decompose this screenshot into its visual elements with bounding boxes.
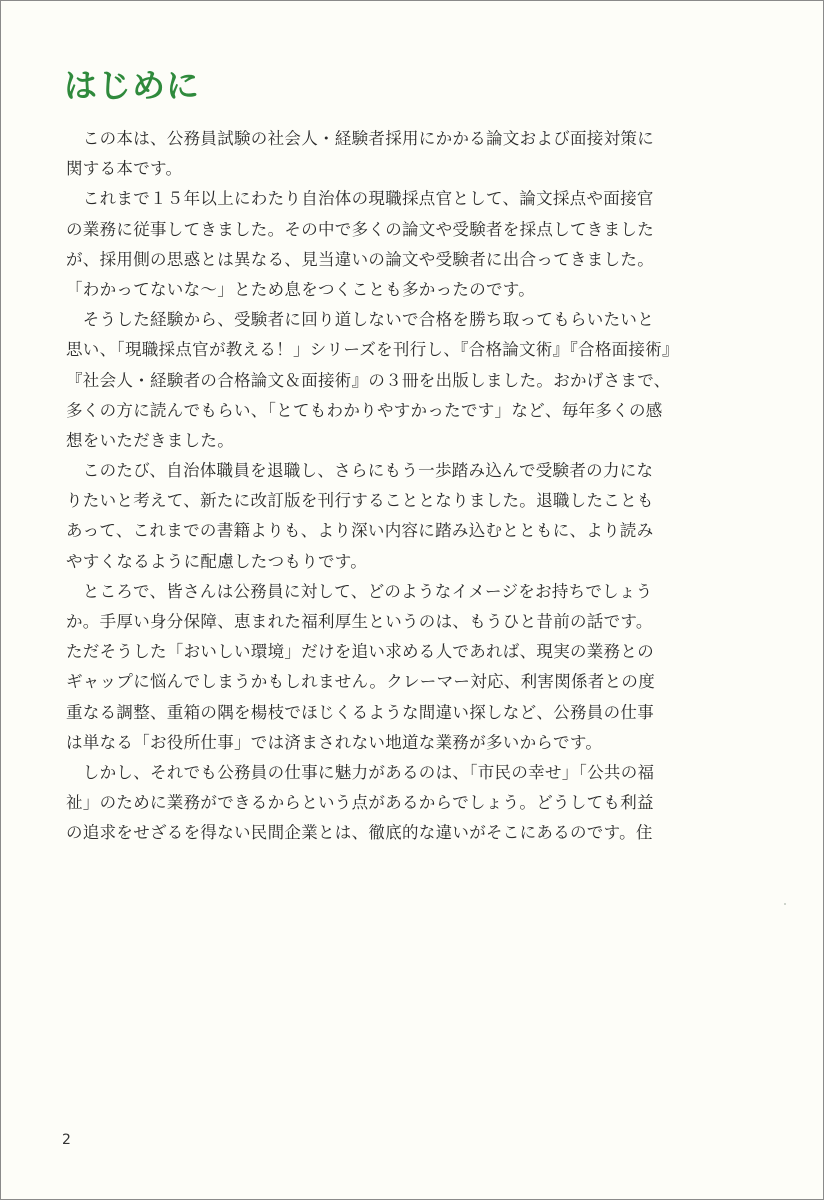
text-line: りたいと考えて、新たに改訂版を刊行することとなりました。退職したことも [66, 491, 654, 511]
text-line: やすくなるように配慮したつもりです。 [66, 551, 368, 571]
paper-speck [784, 903, 786, 905]
paragraph [66, 456, 726, 577]
text-line: しかし、それでも公務員の仕事に魅力があるのは、「市民の幸せ」「公共の福 [66, 762, 655, 782]
text-line: の業務に従事してきました。その中で多くの論文や受験者を採点してきました [66, 219, 654, 239]
page-title: はじめに [64, 66, 200, 105]
text-line: の追求をせざるを得ない民間企業とは、徹底的な違いがそこにあるのです。住 [66, 823, 653, 843]
text-line: 思い、「現職採点官が教える！」シリーズを刊行し、『合格論文術』『合格面接術』 [66, 340, 679, 360]
body-text [66, 124, 726, 849]
text-line: この本は、公務員試験の社会人・経験者採用にかかる論文および面接対策に [66, 129, 654, 148]
text-line: 想をいただきました。 [66, 430, 234, 450]
paragraph [66, 184, 726, 305]
text-line: 関する本です。 [66, 159, 183, 179]
paragraph [66, 758, 726, 849]
text-line: は単なる「お役所仕事」では済まされない地道な業務が多いからです。 [66, 732, 603, 752]
text-line: これまで１５年以上にわたり自治体の現職採点官として、論文採点や面接官 [66, 189, 654, 209]
page-number: 2 [62, 1132, 71, 1148]
text-line: あって、これまでの書籍よりも、より深い内容に踏み込むとともに、より読み [66, 521, 654, 541]
text-line: ギャップに悩んでしまうかもしれません。クレーマー対応、利害関係者との度 [66, 672, 655, 692]
text-line: 多くの方に読んでもらい、「とてもわかりやすかったです」など、毎年多くの感 [66, 400, 663, 420]
text-line: が、採用側の思惑とは異なる、見当違いの論文や受験者に出合ってきました。 [66, 249, 654, 269]
text-line: 祉」のために業務ができるからという点があるからでしょう。どうしても利益 [66, 793, 654, 813]
text-line: か。手厚い身分保障、恵まれた福利厚生というのは、もうひと昔前の話です。 [66, 612, 653, 631]
paragraph [66, 577, 726, 758]
paragraph [66, 124, 726, 184]
text-line: 『社会人・経験者の合格論文＆面接術』の３冊を出版しました。おかげさまで、 [66, 370, 671, 390]
text-line: ただそうした「おいしい環境」だけを追い求める人であれば、現実の業務との [66, 642, 654, 662]
paragraph [66, 305, 726, 456]
text-line: 重なる調整、重箱の隅を楊枝でほじくるような間違い探しなど、公務員の仕事 [66, 702, 654, 722]
text-line: ところで、皆さんは公務員に対して、どのようなイメージをお持ちでしょう [66, 581, 653, 601]
text-line: 「わかってないな～」とため息をつくことも多かったのです。 [66, 279, 536, 299]
text-line: このたび、自治体職員を退職し、さらにもう一歩踏み込んで受験者の力にな [66, 461, 654, 481]
text-line: そうした経験から、受験者に回り道しないで合格を勝ち取ってもらいたいと [66, 310, 654, 330]
